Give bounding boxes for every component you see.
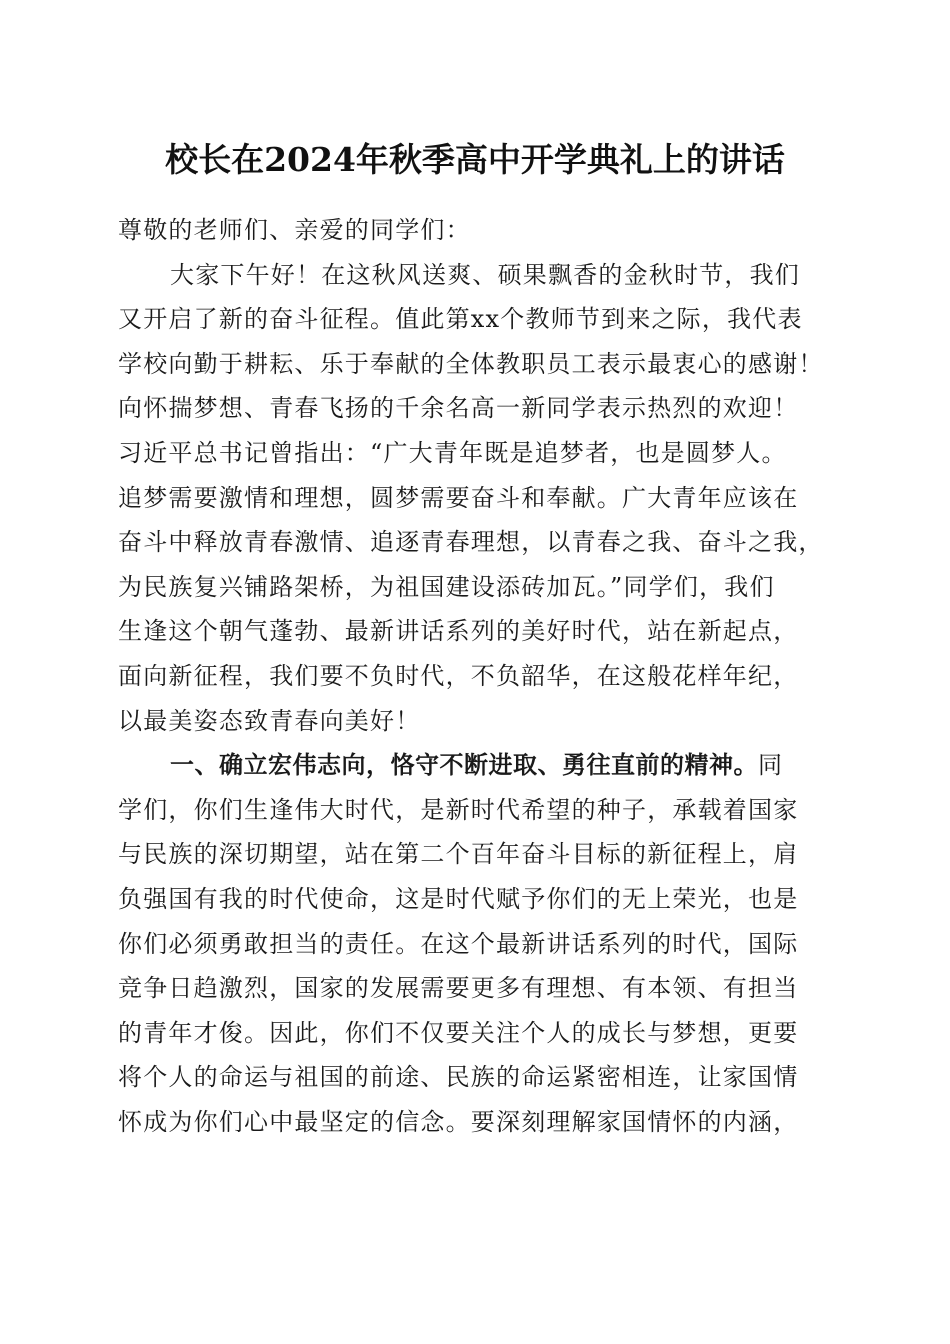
paragraph-line: 为民族复兴铺路架桥，为祖国建设添砖加瓦。”同学们，我们 xyxy=(118,572,775,601)
paragraph-line: 学校向勤于耕耘、乐于奉献的全体教职员工表示最衷心的感谢！ xyxy=(118,349,824,378)
paragraph-line: 怀成为你们心中最坚定的信念。要深刻理解家国情怀的内涵， xyxy=(118,1107,799,1136)
section-1-heading: 一、确立宏伟志向，恪守不断进取、勇往直前的精神。 xyxy=(170,751,758,780)
paragraph-line: 面向新征程，我们要不负时代，不负韶华，在这般花样年纪， xyxy=(118,661,799,690)
paragraph-line: 学们，你们生逢伟大时代，是新时代希望的种子，承载着国家 xyxy=(118,795,799,824)
paragraph-line: 追梦需要激情和理想，圆梦需要奋斗和奉献。广大青年应该在 xyxy=(118,483,799,512)
paragraph-line: 奋斗中释放青春激情、追逐青春理想，以青春之我、奋斗之我， xyxy=(118,528,824,557)
paragraph-line: 与民族的深切期望，站在第二个百年奋斗目标的新征程上，肩 xyxy=(118,840,799,869)
paragraph-line: 的青年才俊。因此，你们不仅要关注个人的成长与梦想，更要 xyxy=(118,1018,799,1047)
section-1-first-line xyxy=(118,743,838,788)
paragraph-line: 负强国有我的时代使命，这是时代赋予你们的无上荣光，也是 xyxy=(118,884,799,913)
document-body xyxy=(118,208,838,1144)
paragraph-line: 你们必须勇敢担当的责任。在这个最新讲话系列的时代，国际 xyxy=(118,929,799,958)
paragraph-line: 将个人的命运与祖国的前途、民族的命运紧密相连，让家国情 xyxy=(118,1063,799,1092)
paragraph-line: 以最美姿态致青春向美好！ xyxy=(118,706,421,735)
paragraph-line: 竞争日趋激烈，国家的发展需要更多有理想、有本领、有担当 xyxy=(118,974,799,1003)
paragraph-line: 生逢这个朝气蓬勃、最新讲话系列的美好时代，站在新起点， xyxy=(118,617,799,646)
paragraph-line: 大家下午好！在这秋风送爽、硕果飘香的金秋时节，我们 xyxy=(170,260,800,289)
paragraph-line: 又开启了新的奋斗征程。值此第xx个教师节到来之际，我代表 xyxy=(118,305,803,334)
document-title: 校长在2024年秋季高中开学典礼上的讲话 xyxy=(165,140,785,179)
salutation: 尊敬的老师们、亲爱的同学们： xyxy=(118,216,471,244)
section-1-first-line-tail: 同 xyxy=(758,751,784,780)
paragraph-line: 习近平总书记曾指出：“广大青年既是追梦者，也是圆梦人。 xyxy=(118,438,787,467)
paragraph-line: 向怀揣梦想、青春飞扬的千余名高一新同学表示热烈的欢迎！ xyxy=(118,394,799,423)
